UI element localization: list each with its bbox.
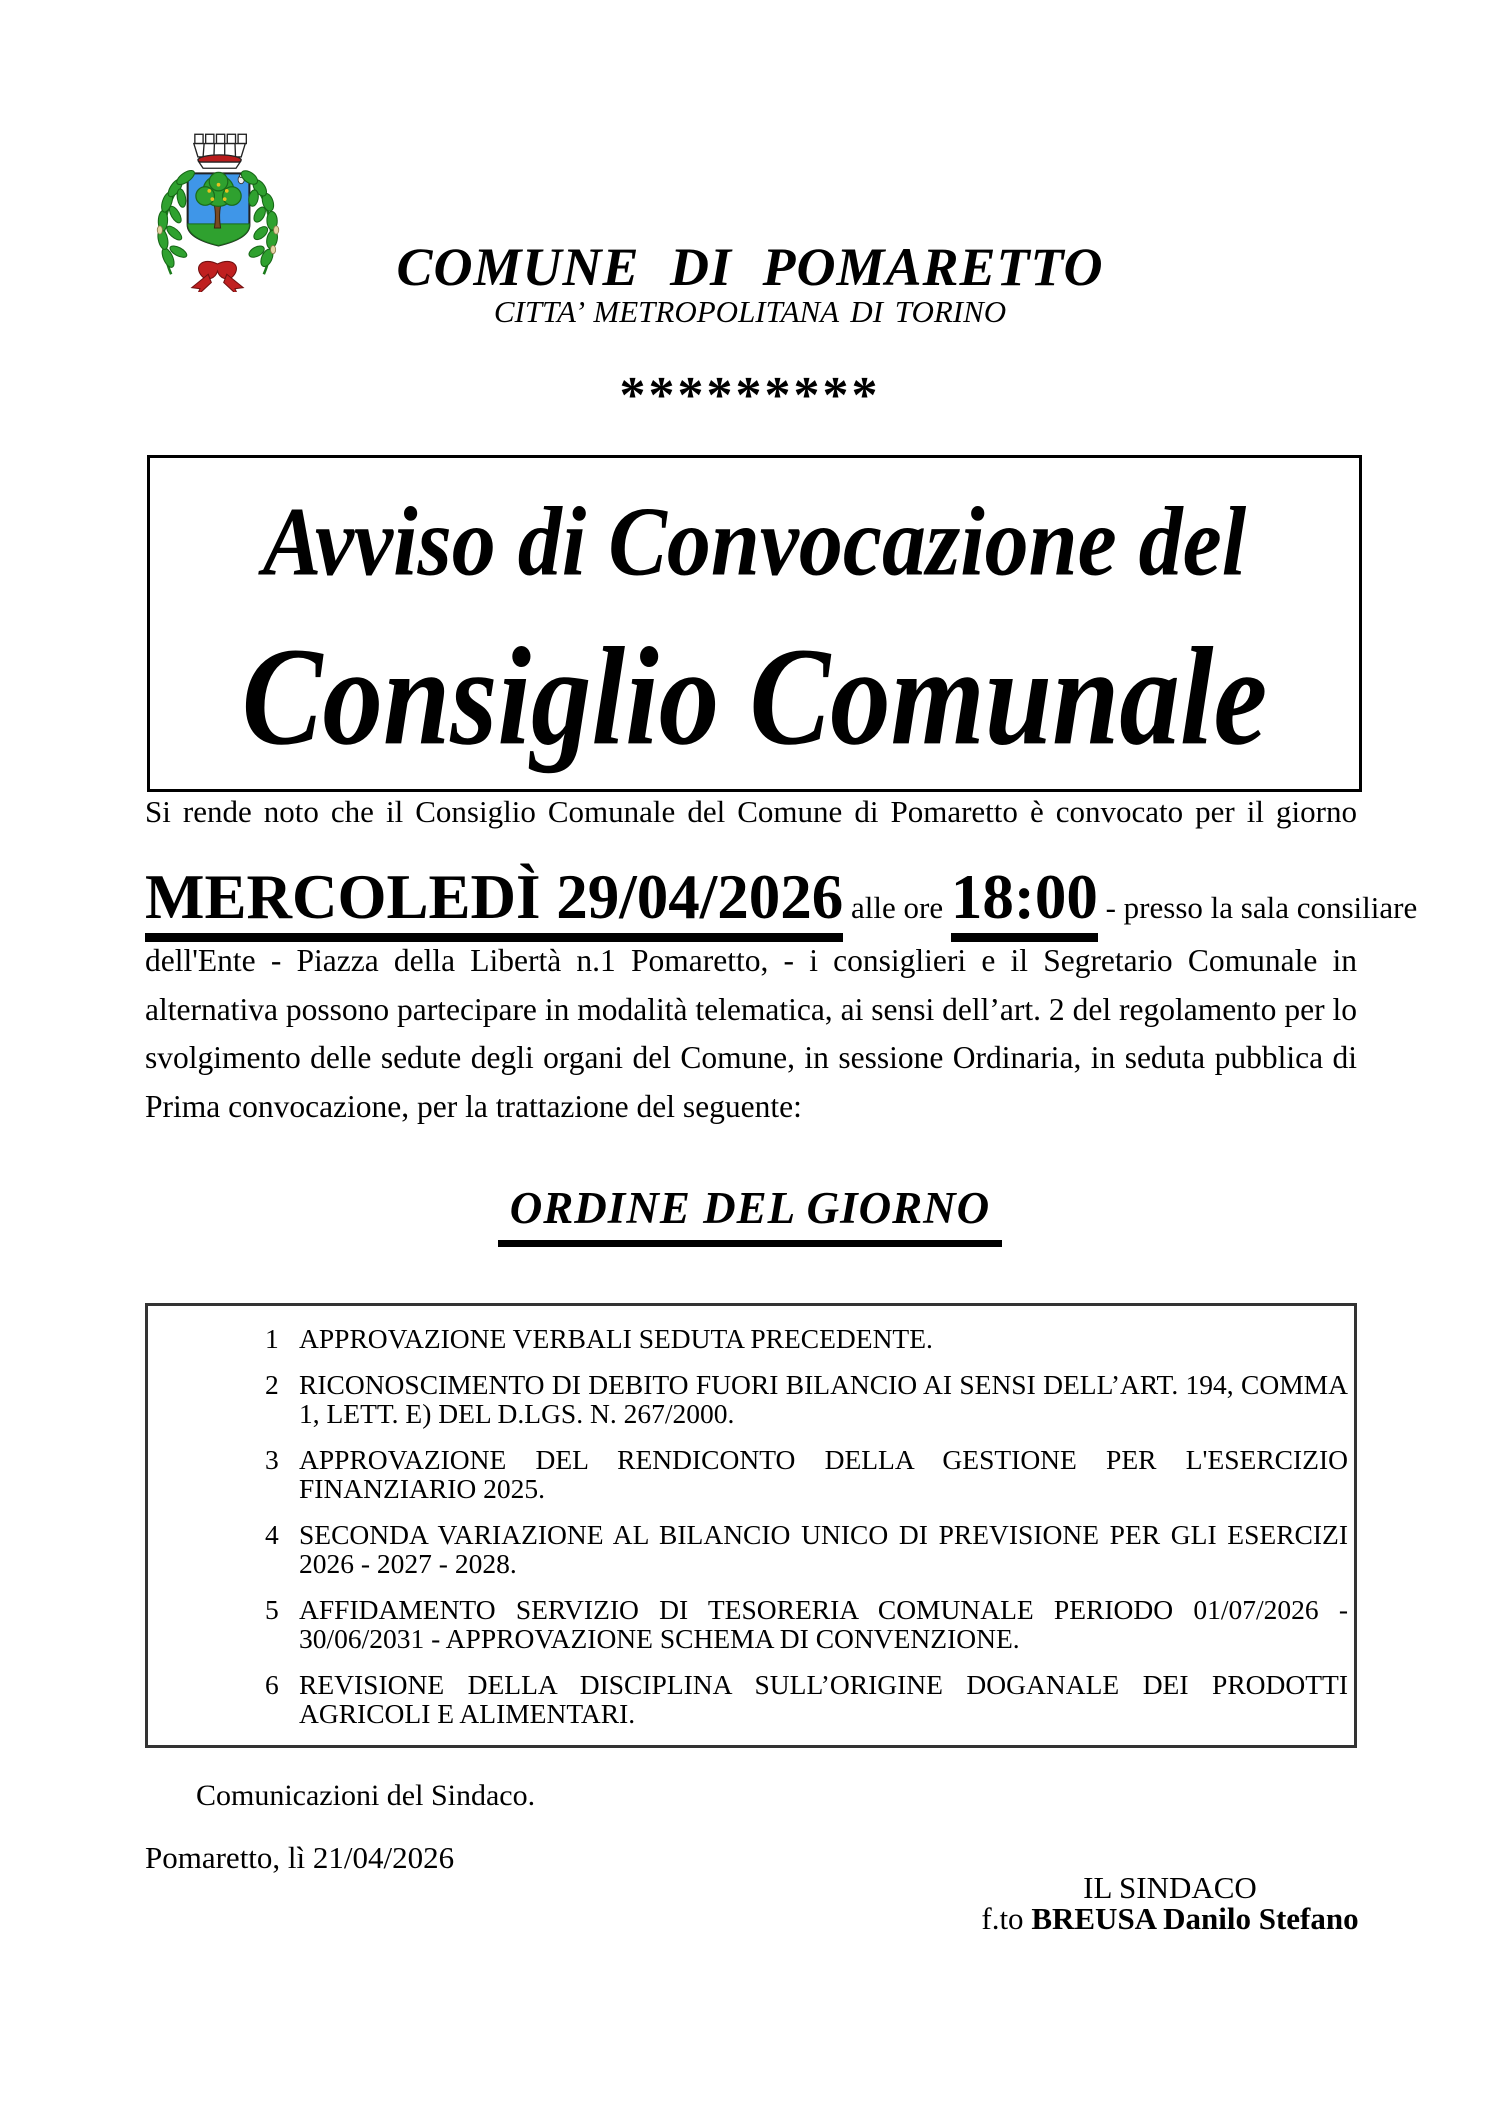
convocation-details: dell'Ente - Piazza della Libertà n.1 Pomaretto, - i consiglieri e il Segretario Comunale in alternativa possono partecipare in modalità telematica, ai sensi dell’art. 2 del regolamento per lo svolgimento delle sedute degli organi del Comune, in sessione Ordinaria, in seduta pubblica di Prima convocazione, per la trattazione del seguente: xyxy=(145,943,1357,1124)
agenda-item-number: 5 xyxy=(265,1594,279,1625)
separator-asterisks: ********* xyxy=(619,367,881,424)
agenda-item-text: SECONDA VARIAZIONE AL BILANCIO UNICO DI PREVISIONE PER GLI ESERCIZI 2026 - 2027 - 2028. xyxy=(299,1519,1348,1579)
agenda-item-number: 6 xyxy=(265,1669,279,1700)
notice-title-line1: Avviso di Convocazione del xyxy=(262,488,1247,598)
agenda-item-text: REVISIONE DELLA DISCIPLINA SULL’ORIGINE DOGANALE DEI PRODOTTI AGRICOLI E ALIMENTARI. xyxy=(299,1669,1348,1729)
signature-line xyxy=(980,1903,1360,1934)
agenda-item xyxy=(265,1520,1348,1578)
convocation-time: 18:00 xyxy=(951,862,1098,942)
agenda-item xyxy=(265,1595,1348,1653)
agenda-item-text: AFFIDAMENTO SERVIZIO DI TESORERIA COMUNALE PERIODO 01/07/2026 - 30/06/2031 - APPROVAZIONE SCHEMA DI CONVENZIONE. xyxy=(299,1594,1348,1654)
notice-title-box xyxy=(147,455,1362,792)
signature-block xyxy=(980,1872,1360,1934)
agenda-item-text: RICONOSCIMENTO DI DEBITO FUORI BILANCIO AI SENSI DELL’ART. 194, COMMA 1, LETT. E) DEL D.LGS. N. 267/2000. xyxy=(299,1369,1348,1429)
signature-role: IL SINDACO xyxy=(1083,1870,1257,1905)
signature-prefix: f.to xyxy=(981,1901,1032,1936)
communications-line: Comunicazioni del Sindaco. xyxy=(196,1779,536,1812)
agenda-item xyxy=(265,1445,1348,1503)
agenda-heading: ORDINE DEL GIORNO xyxy=(498,1182,1002,1247)
notice-title-line2: Consiglio Comunale xyxy=(241,619,1268,775)
agenda-heading-wrap xyxy=(0,1182,1500,1247)
agenda-item-number: 3 xyxy=(265,1444,279,1475)
place-date-line: Pomaretto, lì 21/04/2026 xyxy=(145,1840,455,1875)
municipality-title: COMUNE DI POMARETTO xyxy=(396,237,1104,297)
convocation-alle-ore: alle ore xyxy=(851,890,944,925)
convocation-venue: - presso la sala consiliare xyxy=(1105,890,1418,925)
agenda-box xyxy=(145,1303,1357,1748)
agenda-item-number: 1 xyxy=(265,1323,279,1354)
agenda-item-number: 2 xyxy=(265,1369,279,1400)
agenda-item-number: 4 xyxy=(265,1519,279,1550)
agenda-item-text: APPROVAZIONE DEL RENDICONTO DELLA GESTIONE PER L'ESERCIZIO FINANZIARIO 2025. xyxy=(299,1444,1348,1504)
convocation-intro: Si rende noto che il Consiglio Comunale del Comune di Pomaretto è convocato per il giorno xyxy=(145,794,1357,829)
convocation-date: MERCOLEDÌ 29/04/2026 xyxy=(145,862,843,942)
agenda-item xyxy=(265,1670,1348,1728)
agenda-item xyxy=(265,1370,1348,1428)
signer-name: BREUSA Danilo Stefano xyxy=(1031,1901,1359,1936)
agenda-item xyxy=(265,1324,1348,1353)
agenda-item-text: APPROVAZIONE VERBALI SEDUTA PRECEDENTE. xyxy=(299,1323,933,1354)
municipality-subtitle: CITTA’ METROPOLITANA DI TORINO xyxy=(493,294,1007,329)
